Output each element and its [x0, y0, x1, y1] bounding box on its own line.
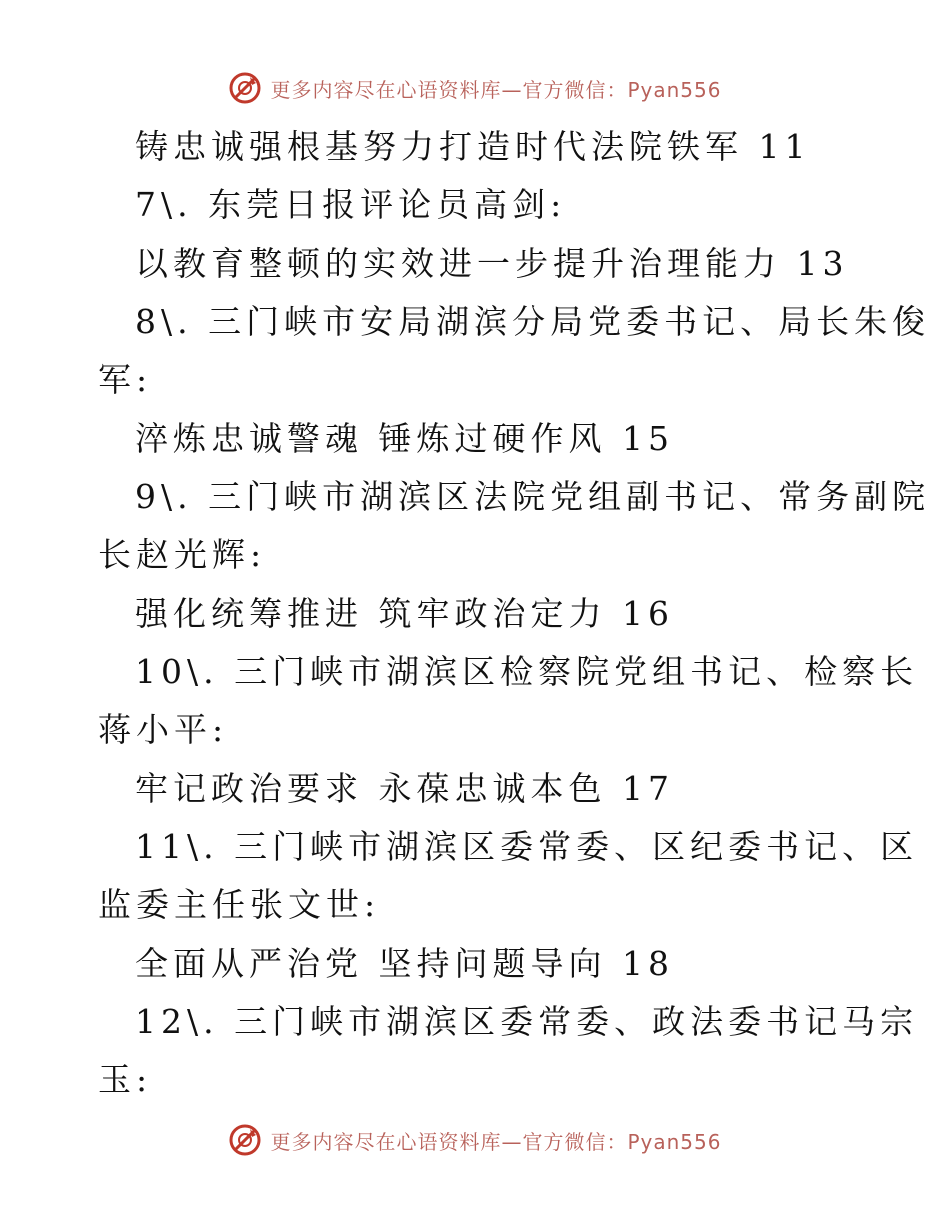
toc-line: 12\. 三门峡市湖滨区委常委、政法委书记马宗 [135, 1002, 919, 1041]
toc-line: 淬炼忠诚警魂 锤炼过硬作风 15 [135, 419, 674, 458]
footer-watermark [0, 1122, 950, 1158]
toc-line: 7\. 东莞日报评论员高剑: [135, 185, 567, 224]
toc-line: 监委主任张文世: [98, 885, 381, 924]
toc-line: 牢记政治要求 永葆忠诚本色 17 [135, 769, 674, 808]
toc-line: 铸忠诚强根基努力打造时代法院铁军 11 [135, 127, 811, 166]
toc-line: 全面从严治党 坚持问题导向 18 [135, 944, 674, 983]
toc-line: 10\. 三门峡市湖滨区检察院党组书记、检察长 [135, 652, 919, 691]
logo-icon [228, 1123, 262, 1157]
logo-icon [228, 71, 262, 105]
toc-line: 长赵光辉: [98, 535, 267, 574]
header-watermark [0, 70, 950, 106]
toc-line: 以教育整顿的实效进一步提升治理能力 13 [135, 244, 849, 283]
watermark-text: 更多内容尽在心语资料库—官方微信：Pyan556 [270, 1129, 722, 1154]
watermark-text: 更多内容尽在心语资料库—官方微信：Pyan556 [270, 77, 722, 102]
toc-line: 玉: [98, 1060, 153, 1099]
toc-line: 11\. 三门峡市湖滨区委常委、区纪委书记、区 [135, 827, 919, 866]
toc-line: 9\. 三门峡市湖滨区法院党组副书记、常务副院 [135, 477, 931, 516]
toc-line: 蒋小平: [98, 710, 229, 749]
toc-line: 军: [98, 360, 153, 399]
toc-line: 强化统筹推进 筑牢政治定力 16 [135, 594, 674, 633]
toc-line: 8\. 三门峡市安局湖滨分局党委书记、局长朱俊 [135, 302, 931, 341]
